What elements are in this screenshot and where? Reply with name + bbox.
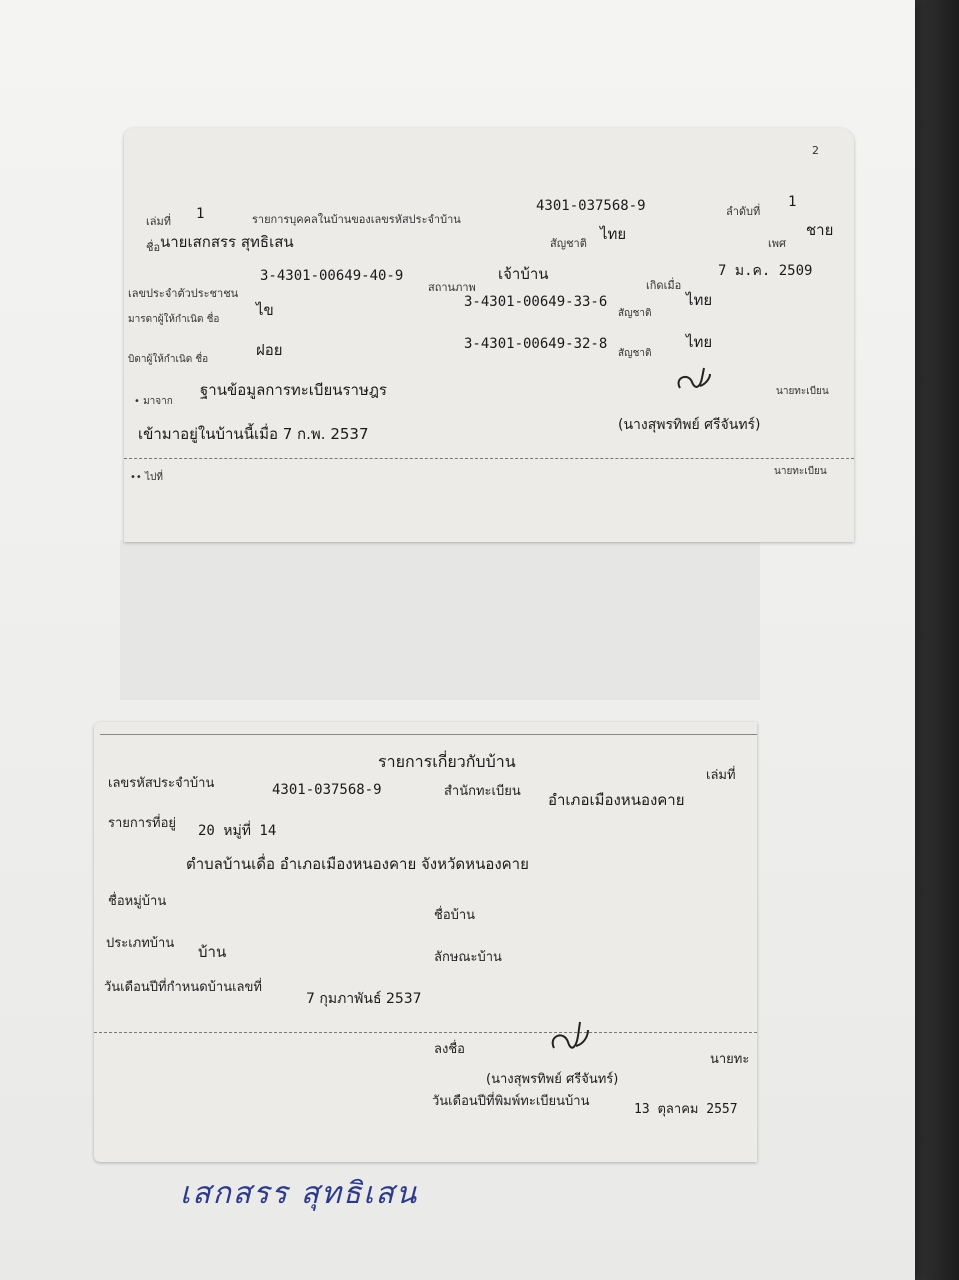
moved-in-date: เข้ามาอยู่ในบ้านนี้เมื่อ 7 ก.พ. 2537 [138,425,369,443]
house-type-value: บ้าน [198,943,227,961]
top-rule [100,734,757,735]
id-label: เลขประจำตัวประชาชน [128,287,239,300]
house-name-label: ชื่อบ้าน [434,908,476,923]
from-label: • มาจาก [134,396,173,407]
order-value: 1 [788,194,797,210]
name-label: ชื่อ [146,241,161,254]
registrar-signature-2 [544,1018,600,1062]
house-character-label: ลักษณะบ้าน [434,950,502,965]
date-set-label: วันเดือนปีที่กำหนดบ้านเลขที่ [104,980,262,995]
father-nationality-label: สัญชาติ [618,348,652,359]
status-value: เจ้าบ้าน [498,265,549,283]
divider [94,1032,757,1033]
address-label: รายการที่อยู่ [108,816,177,831]
sign-label: ลงชื่อ [434,1042,465,1057]
mother-id: 3-4301-00649-33-6 [464,294,608,310]
house-code: 4301-037568-9 [272,782,382,798]
mother-label: มารดาผู้ให้กำเนิด ชื่อ [128,314,220,325]
village-label: ชื่อหมู่บ้าน [108,894,167,909]
father-label: บิดาผู้ให้กำเนิด ชื่อ [128,354,209,365]
house-record-card [94,722,757,1162]
sex-label: เพศ [768,237,786,250]
registrar-label: นายทะเบียน [776,386,829,397]
house-code: 4301-037568-9 [536,198,646,214]
person-name: นายเสกสรร สุทธิเสน [160,233,294,251]
registrar-label-2: นายทะเบียน [774,466,827,477]
nationality-value: ไทย [600,225,627,243]
page-number: 2 [812,144,819,157]
office-value: อำเภอเมืองหนองคาย [548,791,685,809]
print-date: 13 ตุลาคม 2557 [634,1102,738,1117]
born-label: เกิดเมื่อ [646,279,682,292]
status-label: สถานภาพ [428,281,476,294]
father-name: ฝอย [256,341,283,359]
mother-nationality-label: สัญชาติ [618,308,652,319]
house-section-title: รายการเกี่ยวกับบ้าน [378,752,516,771]
sex-value: ชาย [806,221,834,239]
list-title: รายการบุคคลในบ้านของเลขรหัสประจำบ้าน [252,213,461,226]
nationality-label: สัญชาติ [550,237,587,250]
id-value: 3-4301-00649-40-9 [260,268,404,284]
office-label: สำนักทะเบียน [444,784,521,799]
address-line2: ตำบลบ้านเดื่อ อำเภอเมืองหนองคาย จังหวัดหนองคาย [186,855,529,873]
father-nationality: ไทย [686,333,713,351]
to-label: •• ไปที่ [130,472,163,483]
person-record-card [124,128,854,542]
father-id: 3-4301-00649-32-8 [464,336,608,352]
registrar-name: (นางสุพรทิพย์ ศรีจันทร์) [486,1072,619,1087]
book-label: เล่มที่ [706,768,736,783]
order-label: ลำดับที่ [726,205,761,218]
divider [124,458,854,459]
registrar-label: นายทะ [710,1052,750,1067]
mother-name: ไข [256,301,274,319]
mother-nationality: ไทย [686,291,713,309]
book-value: 1 [196,206,205,222]
registrar-name: (นางสุพรทิพย์ ศรีจันทร์) [618,417,761,433]
from-value: ฐานข้อมูลการทะเบียนราษฎร [200,381,387,399]
registrar-signature-1 [670,364,720,400]
address-line1: 20 หมู่ที่ 14 [198,823,277,839]
house-code-label: เลขรหัสประจำบ้าน [108,776,215,791]
born-value: 7 ม.ค. 2509 [718,263,813,279]
print-date-label: วันเดือนปีที่พิมพ์ทะเบียนบ้าน [432,1094,590,1109]
date-set-value: 7 กุมภาพันธ์ 2537 [306,991,422,1007]
house-type-label: ประเภทบ้าน [106,936,175,951]
handwritten-signature: เสกสรร สุทธิเสน [180,1176,419,1211]
book-label: เล่มที่ [146,215,172,228]
copy-shadow [120,540,760,700]
